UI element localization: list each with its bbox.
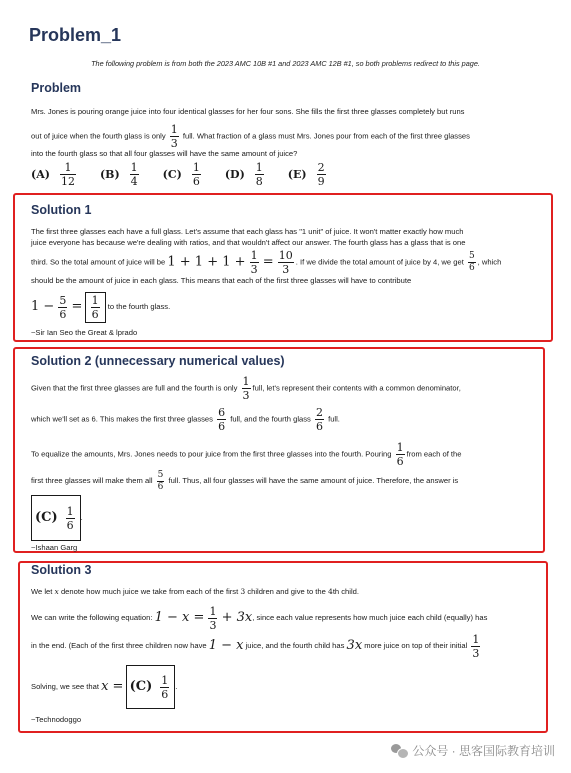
solution-1-equation: 1 − $\frac{5}{6}$ = $\frac{1}{6}$ to the fourth glass. bbox=[31, 293, 171, 321]
problem-section bbox=[31, 81, 546, 161]
boxed-answer: (C) $\frac{1}{6}$ bbox=[31, 495, 81, 541]
solution-3-signature: ~Technodoggo bbox=[31, 715, 82, 724]
page-title: Problem_1 bbox=[29, 25, 122, 45]
solution-1-text: third. So the total amount of juice will be 1 + 1 + 1 + $\frac{1}{3}$ = $\frac{10}{3}$ . If we divide the total amount of juice by 4, we get $\frac{5}{6}$ , which bbox=[31, 249, 502, 276]
solution-2-text: first three glasses will make them all $\frac{5}{6}$ full. Thus, all four glasses will have the same amount of juice. Therefore, the answer is bbox=[31, 469, 459, 492]
solution-1-section bbox=[31, 203, 543, 340]
solution-3-heading: Solution 3 bbox=[31, 563, 92, 577]
solution-3-text: in the end. (Each of the first three children now have 1 − x juice, and the fourth child has 3x more juice on top of their initial $\frac{1}{3}$ bbox=[31, 632, 480, 660]
choice-b: (B) $\frac{1}{4}$ bbox=[99, 161, 138, 188]
solution-2-answer: (C) $\frac{1}{6}$ . bbox=[31, 495, 536, 541]
intro-note: The following problem is from both the 2023 AMC 10B #1 and 2023 AMC 12B #1, so both problems redirect to this page. bbox=[91, 59, 480, 68]
solution-1-text: should be the amount of juice in each glass. This means that each of the first three glasses will have to contribute bbox=[31, 276, 412, 285]
solution-1-text: The first three glasses each have a full glass. Let's assume that each glass has "1 unit" of juice. It won't matter exactly how much bbox=[31, 227, 464, 236]
solution-3-answer: Solving, we see that x = (C) $\frac{1}{6}$ . bbox=[31, 665, 541, 709]
solution-1-signature: ~Sir Ian Seo the Great & lprado bbox=[31, 328, 138, 337]
boxed-answer: (C) $\frac{1}{6}$ bbox=[126, 665, 176, 709]
solution-2-signature: ~Ishaan Garg bbox=[31, 543, 78, 552]
solution-3-text: We can write the following equation: 1 − x = $\frac{1}{3}$ + 3x, since each value represents how much juice each child (equally) has bbox=[31, 604, 488, 632]
watermark: 公众号 · 思客国际教育培训 bbox=[391, 742, 555, 759]
solution-1-heading: Solution 1 bbox=[31, 203, 92, 217]
solution-2-text: Given that the first three glasses are full and the fourth is only $\frac{1}{3}$ full, let's represent their contents with a common denominator, bbox=[31, 375, 461, 402]
wechat-icon bbox=[391, 744, 407, 758]
solution-2-heading: Solution 2 (unnecessary numerical values) bbox=[31, 354, 285, 368]
fraction: $\frac{1}{3}$ bbox=[170, 123, 178, 150]
choice-a: (A) $\frac{1}{12}$ bbox=[31, 161, 75, 188]
choice-c: (C) $\frac{1}{6}$ bbox=[162, 161, 200, 188]
problem-heading: Problem bbox=[31, 81, 82, 95]
boxed-answer: $\frac{1}{6}$ bbox=[85, 292, 106, 323]
solution-3-text: We let x denote how much juice we take from each of the first 3 children and give to the 4th child. bbox=[31, 587, 359, 596]
solution-2-section bbox=[31, 354, 536, 555]
problem-text-line: out of juice when the fourth glass is only $\frac{1}{3}$ full. What fraction of a glass must Mrs. Jones pour from each of the first three glasses bbox=[31, 123, 470, 150]
problem-text-line: into the fourth glass so that all four glasses will have the same amount of juice? bbox=[31, 149, 298, 158]
choice-e: (E) $\frac{2}{9}$ bbox=[287, 161, 325, 188]
problem-text-line: Mrs. Jones is pouring orange juice into four identical glasses for her four sons. She fills the first three glasses completely but runs bbox=[31, 107, 465, 116]
solution-1-text: juice everyone has because we're dealing with ratios, and that wouldn't affect our answer. The fourth glass has a glass that is one bbox=[31, 238, 466, 247]
choice-d: (D) $\frac{1}{8}$ bbox=[224, 161, 263, 188]
answer-choices bbox=[31, 162, 350, 187]
solution-2-text: which we'll set as 6. This makes the first three glasses $\frac{6}{6}$ full, and the fourth glass $\frac{2}{6}$ full. bbox=[31, 406, 340, 433]
solution-3-section bbox=[31, 563, 541, 727]
solution-2-text: To equalize the amounts, Mrs. Jones needs to pour juice from the first three glasses into the fourth. Pouring $\frac{1}{6}$ from each of the bbox=[31, 441, 462, 468]
